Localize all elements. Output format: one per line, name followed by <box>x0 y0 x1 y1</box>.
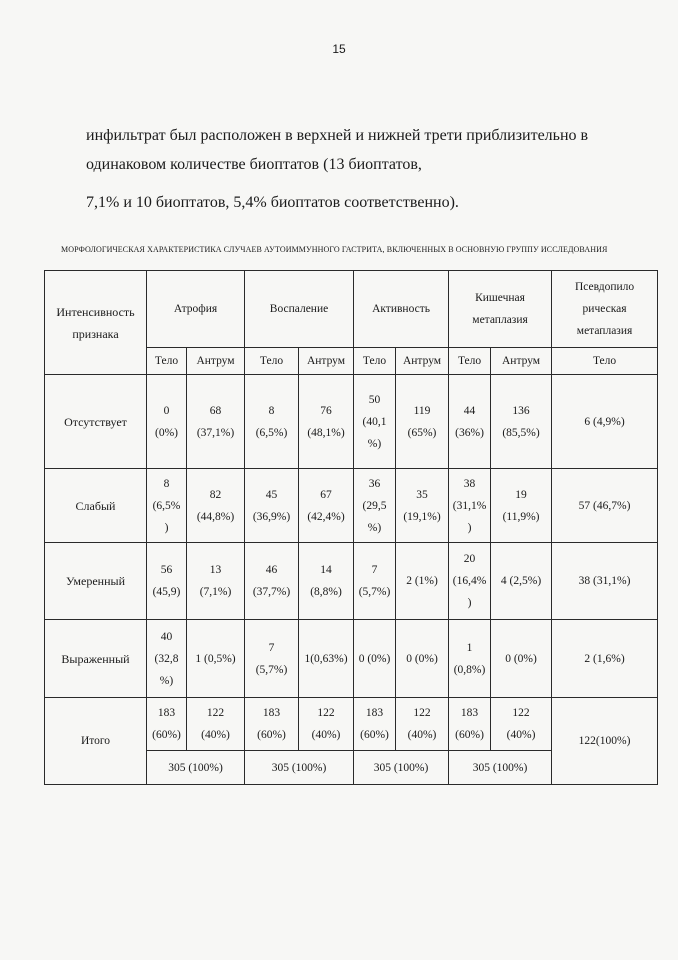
cell-line: (42,4%) <box>307 510 345 523</box>
cell-line: (6,5% <box>152 499 181 512</box>
subheader-body: Тело <box>354 348 396 375</box>
cell-line: (40%) <box>201 729 230 741</box>
table-cell <box>491 620 552 698</box>
cell-line: 20 <box>463 553 476 565</box>
table-row <box>45 543 658 620</box>
cell-line: (40%) <box>311 729 341 741</box>
row-label: Выраженный <box>45 620 147 698</box>
cell-line: 35 <box>416 488 428 501</box>
header-pseudopyloric-line: Псевдопило <box>574 281 635 293</box>
header-activity: Активность <box>354 271 449 348</box>
table-cell <box>552 375 658 469</box>
cell-line: (37,7%) <box>252 586 291 598</box>
sum-atrophy: 305 (100%) <box>147 751 245 785</box>
cell-line: 1 (0,5%) <box>195 652 236 665</box>
table-total-row <box>45 698 658 751</box>
cell-line: 183 <box>262 707 281 719</box>
cell-line: 136 <box>512 404 530 417</box>
cell-line: (60%) <box>257 729 286 741</box>
paragraph-line-1: инфильтрат был расположен в верхней и нижней трети приблизительно в <box>86 127 589 144</box>
table-cell <box>491 375 552 469</box>
cell-line: 1 <box>466 641 473 654</box>
table-cell <box>491 469 552 543</box>
cell-line: 183 <box>157 707 176 719</box>
cell-line: 0 (0%) <box>505 652 537 665</box>
table-row <box>45 375 658 469</box>
table-caption: МОРФОЛОГИЧЕСКАЯ ХАРАКТЕРИСТИКА СЛУЧАЕВ АУТОИММУННОГО ГАСТРИТА, ВКЛЮЧЕННЫХ В ОСНОВНУЮ ГРУППУ ИССЛЕДОВАНИЯ <box>61 245 608 254</box>
cell-line: 68 <box>209 404 222 417</box>
subheader-antrum: Антрум <box>491 348 552 375</box>
cell-line: 7 <box>268 641 275 654</box>
table-row <box>45 469 658 543</box>
subheader-body: Тело <box>147 348 187 375</box>
cell-line: 0 (0%) <box>358 652 391 665</box>
cell-line: 56 <box>160 564 173 576</box>
sum-activity: 305 (100%) <box>354 751 449 785</box>
cell-line: (36,9%) <box>252 510 291 523</box>
cell-line: (16,4% <box>452 575 487 587</box>
total-pseudopyloric: 122(100%) <box>552 698 658 785</box>
table-cell <box>147 543 187 620</box>
table-cell <box>449 469 491 543</box>
cell-line: 0 (0%) <box>406 652 438 665</box>
table-row <box>45 620 658 698</box>
table-cell <box>187 543 245 620</box>
cell-line: 183 <box>460 707 479 719</box>
cell-line: (37,1%) <box>196 426 235 439</box>
total-cell <box>147 698 187 751</box>
cell-line: (5,7%) <box>358 586 391 598</box>
header-intensity-line: признака <box>72 326 119 341</box>
morphology-table <box>44 270 658 785</box>
table-cell <box>245 620 299 698</box>
table-cell <box>491 543 552 620</box>
cell-line: 6 (4,9%) <box>584 415 625 428</box>
cell-line: 2 (1,6%) <box>584 652 625 665</box>
header-atrophy: Атрофия <box>147 271 245 348</box>
subheader-body: Тело <box>449 348 491 375</box>
paragraph-line-3: 7,1% и 10 биоптатов, 5,4% биоптатов соответственно). <box>86 194 459 211</box>
cell-line: 45 <box>265 488 278 501</box>
cell-line: (7,1%) <box>199 586 232 598</box>
cell-line: 14 <box>320 564 332 576</box>
cell-line: (60%) <box>360 729 389 741</box>
cell-line: ) <box>164 521 169 534</box>
cell-line: 4 (2,5%) <box>500 575 542 587</box>
table-cell <box>396 469 449 543</box>
table-cell <box>449 543 491 620</box>
cell-line: %) <box>367 521 382 534</box>
cell-line: (8,8%) <box>310 586 342 598</box>
row-label: Умеренный <box>45 543 147 620</box>
cell-line: (40%) <box>506 729 536 741</box>
cell-line: 57 (46,7%) <box>578 499 631 512</box>
sum-intestinal-metaplasia: 305 (100%) <box>449 751 552 785</box>
cell-line: (40,1 <box>362 415 387 428</box>
cell-line: 122 <box>512 707 530 719</box>
cell-line: 119 <box>413 404 431 417</box>
cell-line: %) <box>367 437 382 450</box>
cell-line: (60%) <box>455 729 484 741</box>
cell-line: 44 <box>463 404 476 417</box>
total-cell <box>299 698 354 751</box>
table-cell <box>299 375 354 469</box>
cell-line: (36%) <box>455 426 484 439</box>
total-cell <box>491 698 552 751</box>
cell-line: 0 <box>163 404 170 417</box>
header-inflammation: Воспаление <box>245 271 354 348</box>
header-pseudopyloric-line: рическая <box>582 303 627 315</box>
cell-line: (31,1% <box>452 499 487 512</box>
table-cell <box>147 469 187 543</box>
table-cell <box>147 620 187 698</box>
cell-line: (85,5%) <box>502 426 540 439</box>
subheader-antrum: Антрум <box>396 348 449 375</box>
cell-line: %) <box>159 674 174 687</box>
cell-line: (19,1%) <box>403 510 441 523</box>
cell-line: (0%) <box>155 426 178 439</box>
cell-line: (11,9%) <box>502 510 540 523</box>
table-cell <box>396 375 449 469</box>
cell-line: 183 <box>365 707 384 719</box>
cell-line: (60%) <box>152 729 181 741</box>
cell-line: 13 <box>209 564 222 576</box>
total-label: Итого <box>45 698 147 785</box>
header-intensity-line: Интенсивность <box>56 304 135 319</box>
table-cell <box>299 469 354 543</box>
cell-line: (6,5%) <box>255 426 288 439</box>
total-cell <box>449 698 491 751</box>
header-intestinal-line: Кишечная <box>475 292 525 304</box>
total-cell <box>396 698 449 751</box>
cell-line: 19 <box>515 488 527 501</box>
cell-line: 122 <box>317 707 335 719</box>
table-cell <box>187 375 245 469</box>
cell-line: 46 <box>265 564 278 576</box>
subheader-body: Тело <box>552 348 658 375</box>
cell-line: 76 <box>320 404 332 417</box>
table-cell <box>299 543 354 620</box>
cell-line: (45,9) <box>152 586 181 598</box>
table-cell <box>299 620 354 698</box>
cell-line: 40 <box>160 630 173 643</box>
cell-line: 122 <box>413 707 431 719</box>
cell-line: (65%) <box>407 426 437 439</box>
page-number: 15 <box>332 42 346 56</box>
cell-line: (5,7%) <box>255 663 288 676</box>
cell-line: 8 <box>268 404 275 417</box>
table-cell <box>449 620 491 698</box>
cell-line: (32,8 <box>154 652 179 665</box>
header-intensity <box>45 271 147 375</box>
row-label: Слабый <box>45 469 147 543</box>
cell-line: 67 <box>320 488 332 501</box>
table-cell <box>187 469 245 543</box>
header-intestinal-metaplasia <box>449 271 552 348</box>
table-cell <box>552 469 658 543</box>
table-cell <box>245 469 299 543</box>
sum-inflammation: 305 (100%) <box>245 751 354 785</box>
subheader-body: Тело <box>245 348 299 375</box>
cell-line: ) <box>467 597 472 609</box>
total-cell <box>187 698 245 751</box>
cell-line: ) <box>467 521 472 534</box>
cell-line: (40%) <box>407 729 437 741</box>
cell-line: 50 <box>368 393 381 406</box>
table-cell <box>552 543 658 620</box>
total-cell <box>354 698 396 751</box>
table-cell <box>187 620 245 698</box>
cell-line: 38 <box>463 477 476 490</box>
cell-line: 122 <box>206 707 225 719</box>
table-cell <box>245 543 299 620</box>
cell-line: (44,8%) <box>196 510 235 523</box>
table-cell <box>552 620 658 698</box>
cell-line: (48,1%) <box>307 426 345 439</box>
table-cell <box>354 620 396 698</box>
header-pseudopyloric-metaplasia <box>552 271 658 348</box>
row-label: Отсутствует <box>45 375 147 469</box>
cell-line: 36 <box>368 477 381 490</box>
cell-line: 82 <box>209 488 222 501</box>
cell-line: (0,8%) <box>453 663 486 676</box>
table-cell <box>396 543 449 620</box>
table-cell <box>354 375 396 469</box>
cell-line: 8 <box>163 477 170 490</box>
table-cell <box>354 543 396 620</box>
table-header-row <box>45 271 658 348</box>
table-cell <box>396 620 449 698</box>
paragraph-line-2: одинаковом количестве биоптатов (13 биоптатов, <box>86 156 422 173</box>
cell-line: 2 (1%) <box>406 575 438 587</box>
cell-line: (29,5 <box>362 499 387 512</box>
cell-line: 7 <box>371 564 378 576</box>
total-cell <box>245 698 299 751</box>
subheader-antrum: Антрум <box>187 348 245 375</box>
table-cell <box>354 469 396 543</box>
header-pseudopyloric-line: метаплазия <box>576 325 633 337</box>
cell-line: 1(0,63%) <box>304 652 348 665</box>
table-cell <box>449 375 491 469</box>
table-cell <box>245 375 299 469</box>
header-intestinal-line: метаплазия <box>472 314 528 326</box>
subheader-antrum: Антрум <box>299 348 354 375</box>
table-cell <box>147 375 187 469</box>
cell-line: 38 (31,1%) <box>578 575 631 587</box>
